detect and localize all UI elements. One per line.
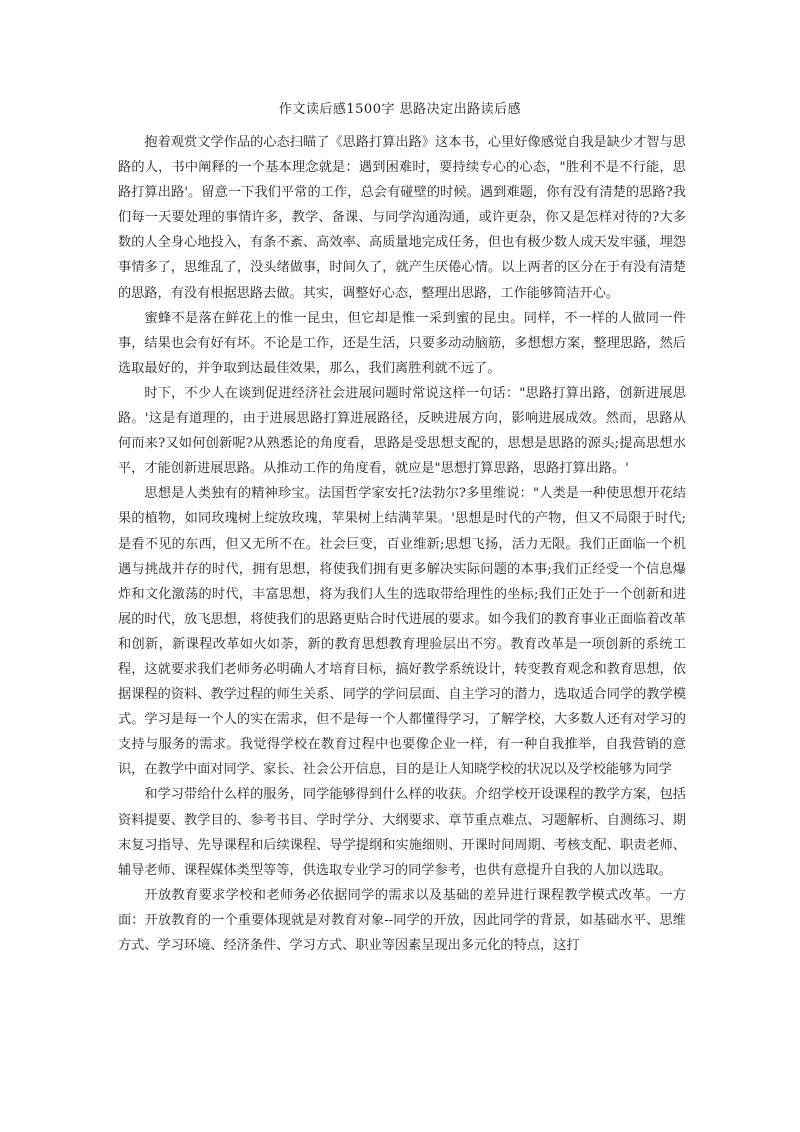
paragraph: 和学习带给什么样的服务，同学能够得到什么样的收获。介绍学校开设课程的教学方案，包括资料提要、教学目的、参考书目、学时学分、大纲要求、章节重点难点、习题解析、自测练习、期末复习指导、先导课程和后续课程、导学提纲和实施细则、开课时间周期、考核支配、职责老师、辅导老师、课程媒体类型等等，供选取专业学习的同学参考，也供有意提升自我的人加以选取。 — [118, 787, 686, 878]
paragraph: 时下，不少人在谈到促进经济社会进展问题时常说这样一句话："思路打算出路，创新进展思路。'这是有道理的，由于进展思路打算进展路径，反映进展方向，影响进展成效。然而，思路从何而来?又如何创新呢?从熟悉论的角度看，思路是受思想支配的，思想是思路的源头;提高思想水平，才能创新进展思路。从推动工作的角度看，就应是"思想打算思路，思路打算出路。' — [118, 385, 686, 477]
paragraph: 思想是人类独有的精神珍宝。法国哲学家安托?法勃尔?多里维说："人类是一种使思想开花结果的植物，如同玫瑰树上绽放玫瑰，苹果树上结满苹果。'思想是时代的产物，但又不局限于时代;是看不见的东西，但又无所不在。社会巨变，百业维新;思想飞扬，活力无限。我们正面临一个机遇与挑战并存的时代，拥有思想，将使我们拥有更多解决实际问题的本事;我们正经受一个信息爆炸和文化激荡的时代，丰富思想，将为我们人生的选取带给理性的坐标;我们正处于一个创新和进展的时代，放飞思想，将使我们的思路更贴合时代进展的要求。如今我们的教育事业正面临着改革和创新，新课程改革如火如荼，新的教育思想教育理验层出不穷。教育改革是一项创新的系统工程，这就要求我们老师务必明确人才培育目标，搞好教学系统设计，转变教育观念和教育思想，依据课程的资料、教学过程的师生关系、同学的学问层面、自主学习的潜力，选取适合同学的教学模式。学习是每一个人的实在需求，但不是每一个人都懂得学习，了解学校，大多数人还有对学习的支持与服务的需求。我觉得学校在教育过程中也要像企业一样，有一种自我推举，自我营销的意识，在教学中面对同学、家长、社会公开信息，目的是让人知晓学校的状况以及学校能够为同学 — [118, 486, 686, 778]
paragraph: 蜜蜂不是落在鲜花上的惟一昆虫，但它却是惟一采到蜜的昆虫。同样，不一样的人做同一件事，结果也会有好有坏。不论是工作，还是生活，只要多动动脑筋，多想想方案，整理思路，然后选取最好的，并争取到达最佳效果，那么，我们离胜利就不远了。 — [118, 310, 686, 376]
document-body — [118, 130, 686, 958]
paragraph: 开放教育要求学校和老师务必依据同学的需求以及基础的差异进行课程教学模式改革。一方面：开放教育的一个重要体现就是对教育对象--同学的开放，因此同学的背景，如基础水平、思维方式、学习环境、经济条件、学习方式、职业等因素呈现出多元化的特点，这打 — [118, 887, 686, 953]
document-title: 作文读后感1500字 思路决定出路读后感 — [278, 102, 522, 117]
paragraph: 抱着观赏文学作品的心态扫瞄了《思路打算出路》这本书，心里好像感觉自我是缺少才智与思路的人，书中阐释的一个基本理念就是：遇到困难时，要持续专心的心态，"胜利不是不行能，思路打算出路'。留意一下我们平常的工作，总会有碰壁的时候。遇到难题，你有没有清楚的思路?我们每一天要处理的事情许多，教学、备课、与同学沟通沟通，或许更杂，你又是怎样对待的?大多数的人全身心地投入，有条不紊、高效率、高质量地完成任务，但也有极少数人成天发牢骚，埋怨事情多了，思维乱了，没头绪做事，时间久了，就产生厌倦心情。以上两者的区分在于有没有清楚的思路，有没有根据思路去做。其实，调整好心态，整理出思路，工作能够简洁开心。 — [118, 135, 686, 301]
